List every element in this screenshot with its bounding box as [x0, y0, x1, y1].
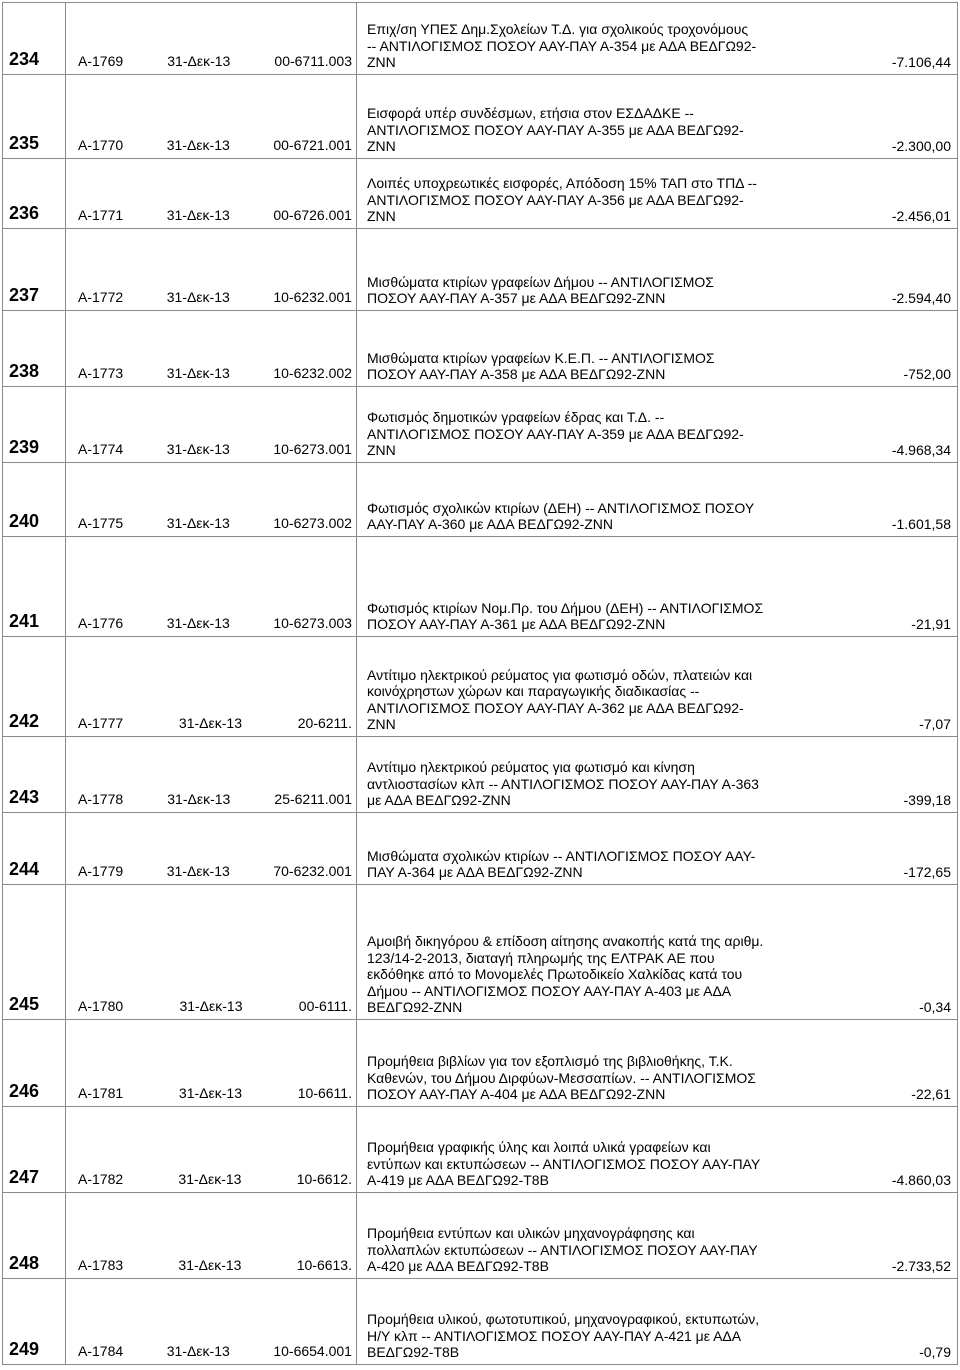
entry-number: 246 [3, 1020, 66, 1107]
entry-ref: Α-1773 [78, 365, 124, 381]
entry-date: 31-Δεκ-13 [179, 998, 243, 1014]
table-row [3, 75, 958, 159]
entry-date: 31-Δεκ-13 [167, 53, 231, 69]
entry-number: 239 [3, 387, 66, 463]
entry-date: 31-Δεκ-13 [178, 1085, 242, 1101]
table-row [3, 311, 958, 387]
entry-amount: -172,65 [903, 864, 951, 881]
entry-description: Προμήθεια βιβλίων για τον εξοπλισμό της βιβλιοθήκης, Τ.Κ. Καθενών, του Δήμου Διρφύων-Μεσσαπίων. -- ΑΝΤΙΛΟΓΙΣΜΟΣ ΠΟΣΟΥ ΑΑΥ-ΠΑΥ Α-404 με ΑΔΑ ΒΕΔΓΩ92-ΖΝΝ [367, 1053, 756, 1103]
table-row [3, 159, 958, 229]
entry-amount: -4.968,34 [891, 442, 951, 459]
entry-code: 00-6726.001 [273, 207, 352, 223]
entry-description: Επιχ/ση ΥΠΕΣ Δημ.Σχολείων Τ.Δ. για σχολικούς τροχονόμους -- ΑΝΤΙΛΟΓΙΣΜΟΣ ΠΟΣΟΥ ΑΑΥ-ΠΑΥ Α-354 με ΑΔΑ ΒΕΔΓΩ92- ΖΝΝ [367, 21, 757, 71]
entry-description: Φωτισμός σχολικών κτιρίων (ΔΕΗ) -- ΑΝΤΙΛΟΓΙΣΜΟΣ ΠΟΣΟΥ ΑΑΥ-ΠΑΥ Α-360 με ΑΔΑ ΒΕΔΓΩ92-ΖΝΝ [367, 499, 755, 533]
entry-description-cell [357, 885, 958, 1020]
entry-amount: -1.601,58 [891, 516, 951, 533]
entry-number: 247 [3, 1107, 66, 1193]
entry-number: 238 [3, 311, 66, 387]
entry-description: Αμοιβή δικηγόρου & επίδοση αίτησης ανακοπής κατά της αριθμ. 123/14-2-2013, διαταγή πληρωμής της ΕΛΤΡΑΚ ΑΕ που εκδόθηκε από το Μονομελές Πρωτοδικείο Χαλκίδας κατά του Δήμου -- ΑΝΤΙΛΟΓΙΣΜΟΣ ΠΟΣΟΥ ΑΑΥ-ΠΑΥ Α-403 με ΑΔΑ ΒΕΔΓΩ92-ΖΝΝ [367, 933, 764, 1016]
entry-number: 242 [3, 637, 66, 737]
entry-reference-cell [66, 737, 357, 813]
table-row [3, 387, 958, 463]
entry-number: 237 [3, 229, 66, 311]
entry-reference-cell [66, 885, 357, 1020]
entry-description-cell [357, 463, 958, 537]
entry-ref: Α-1780 [78, 998, 124, 1014]
entry-description-cell [357, 737, 958, 813]
entry-reference-cell [66, 75, 357, 159]
entry-ref: Α-1775 [78, 515, 124, 531]
entry-description: Φωτισμός δημοτικών γραφείων έδρας και Τ.Δ. -- ΑΝΤΙΛΟΓΙΣΜΟΣ ΠΟΣΟΥ ΑΑΥ-ΠΑΥ Α-359 με ΑΔΑ ΒΕΔΓΩ92- ΖΝΝ [367, 409, 744, 459]
entry-code: 00-6111. [298, 998, 352, 1014]
entry-description-cell [357, 311, 958, 387]
entry-code: 10-6654.001 [273, 1343, 352, 1359]
entry-description: Αντίτιμο ηλεκτρικού ρεύματος για φωτισμό οδών, πλατειών και κοινόχρηστων χώρων και παραγωγικής διαδικασίας -- ΑΝΤΙΛΟΓΙΣΜΟΣ ΠΟΣΟΥ ΑΑΥ-ΠΑΥ Α-362 με ΑΔΑ ΒΕΔΓΩ92- ΖΝΝ [367, 666, 753, 733]
entry-amount: -7.106,44 [891, 54, 951, 71]
entry-reference-cell [66, 463, 357, 537]
table-row [3, 1193, 958, 1279]
entry-date: 31-Δεκ-13 [178, 715, 242, 731]
entry-ref: Α-1771 [78, 207, 124, 223]
entry-amount: -399,18 [903, 792, 951, 809]
table-row [3, 1279, 958, 1365]
entry-code: 00-6721.001 [273, 137, 352, 153]
entry-ref: Α-1772 [78, 289, 124, 305]
entry-amount: -4.860,03 [891, 1172, 951, 1189]
entry-amount: -0,34 [919, 999, 951, 1016]
entry-date: 31-Δεκ-13 [167, 791, 231, 807]
entry-date: 31-Δεκ-13 [166, 365, 230, 381]
entry-description: Φωτισμός κτιρίων Νομ.Πρ. του Δήμου (ΔΕΗ) -- ΑΝΤΙΛΟΓΙΣΜΟΣ ΠΟΣΟΥ ΑΑΥ-ΠΑΥ Α-361 με ΑΔΑ ΒΕΔΓΩ92-ΖΝΝ [367, 599, 764, 633]
entry-description-cell [357, 537, 958, 637]
entry-description-cell [357, 1020, 958, 1107]
entry-reference-cell [66, 229, 357, 311]
entry-reference-cell [66, 537, 357, 637]
ledger-table [2, 2, 958, 1365]
entry-ref: Α-1776 [78, 615, 124, 631]
entry-code: 10-6232.001 [273, 289, 352, 305]
entry-date: 31-Δεκ-13 [166, 1343, 230, 1359]
entry-description: Προμήθεια υλικού, φωτοτυπικού, μηχανογραφικού, εκτυπωτών, Η/Υ κλπ -- ΑΝΤΙΛΟΓΙΣΜΟΣ ΠΟΣΟΥ ΑΑΥ-ΠΑΥ Α-421 με ΑΔΑ ΒΕΔΓΩ92-Τ8Β [367, 1311, 760, 1361]
entry-description-cell [357, 1107, 958, 1193]
entry-amount: -7,07 [919, 716, 951, 733]
entry-date: 31-Δεκ-13 [166, 515, 230, 531]
table-row [3, 463, 958, 537]
entry-ref: Α-1777 [78, 715, 124, 731]
entry-amount: -2.594,40 [891, 290, 951, 307]
entry-ref: Α-1784 [78, 1343, 124, 1359]
entry-code: 10-6613. [296, 1257, 352, 1273]
table-row [3, 637, 958, 737]
entry-date: 31-Δεκ-13 [166, 137, 230, 153]
entry-code: 70-6232.001 [273, 863, 352, 879]
entry-amount: -2.456,01 [891, 208, 951, 225]
entry-code: 20-6211. [297, 715, 352, 731]
entry-description: Αντίτιμο ηλεκτρικού ρεύματος για φωτισμό και κίνηση αντλιοστασίων κλπ -- ΑΝΤΙΛΟΓΙΣΜΟΣ ΠΟΣΟΥ ΑΑΥ-ΠΑΥ Α-363 με ΑΔΑ ΒΕΔΓΩ92-ΖΝΝ [367, 759, 759, 809]
entry-code: 10-6273.001 [273, 441, 352, 457]
entry-description: Μισθώματα κτιρίων γραφείων Κ.Ε.Π. -- ΑΝΤΙΛΟΓΙΣΜΟΣ ΠΟΣΟΥ ΑΑΥ-ΠΑΥ Α-358 με ΑΔΑ ΒΕΔΓΩ92-ΖΝΝ [367, 349, 715, 383]
entry-code: 00-6711.003 [274, 53, 352, 69]
entry-description-cell [357, 159, 958, 229]
table-row [3, 537, 958, 637]
entry-description-cell [357, 1279, 958, 1365]
entry-date: 31-Δεκ-13 [166, 289, 230, 305]
entry-number: 245 [3, 885, 66, 1020]
entry-reference-cell [66, 1020, 357, 1107]
table-row [3, 1107, 958, 1193]
entry-description-cell [357, 229, 958, 311]
entry-code: 10-6232.002 [273, 365, 352, 381]
table-row [3, 737, 958, 813]
entry-number: 243 [3, 737, 66, 813]
entry-reference-cell [66, 387, 357, 463]
entry-reference-cell [66, 1279, 357, 1365]
entry-description-cell [357, 637, 958, 737]
entry-description-cell [357, 387, 958, 463]
entry-date: 31-Δεκ-13 [166, 863, 230, 879]
entry-amount: -2.300,00 [891, 138, 951, 155]
entry-code: 10-6612. [296, 1171, 352, 1187]
entry-date: 31-Δεκ-13 [166, 441, 230, 457]
entry-amount: -21,91 [911, 616, 951, 633]
table-row [3, 885, 958, 1020]
entry-code: 10-6273.003 [273, 615, 352, 631]
entry-amount: -752,00 [903, 366, 951, 383]
entry-date: 31-Δεκ-13 [166, 615, 230, 631]
entry-number: 241 [3, 537, 66, 637]
entry-number: 244 [3, 813, 66, 885]
entry-reference-cell [66, 1107, 357, 1193]
table-row [3, 813, 958, 885]
entry-reference-cell [66, 1193, 357, 1279]
entry-reference-cell [66, 311, 357, 387]
entry-date: 31-Δεκ-13 [178, 1257, 242, 1273]
entry-number: 236 [3, 159, 66, 229]
entry-number: 234 [3, 3, 66, 75]
entry-description: Προμήθεια εντύπων και υλικών μηχανογράφησης και πολλαπλών εκτυπώσεων -- ΑΝΤΙΛΟΓΙΣΜΟΣ ΠΟΣΟΥ ΑΑΥ-ΠΑΥ Α-420 με ΑΔΑ ΒΕΔΓΩ92-Τ8Β [367, 1225, 758, 1275]
entry-reference-cell [66, 159, 357, 229]
table-row [3, 3, 958, 75]
entry-ref: Α-1781 [78, 1085, 124, 1101]
entry-amount: -0,79 [919, 1344, 951, 1361]
entry-code: 25-6211.001 [274, 791, 352, 807]
entry-description: Λοιπές υποχρεωτικές εισφορές, Απόδοση 15% ΤΑΠ στο ΤΠΔ -- ΑΝΤΙΛΟΓΙΣΜΟΣ ΠΟΣΟΥ ΑΑΥ-ΠΑΥ Α-356 με ΑΔΑ ΒΕΔΓΩ92- ΖΝΝ [367, 175, 757, 225]
entry-date: 31-Δεκ-13 [178, 1171, 242, 1187]
entry-reference-cell [66, 637, 357, 737]
entry-number: 240 [3, 463, 66, 537]
entry-ref: Α-1770 [78, 137, 124, 153]
entry-code: 10-6611. [297, 1085, 352, 1101]
entry-date: 31-Δεκ-13 [166, 207, 230, 223]
entry-description-cell [357, 813, 958, 885]
entry-description: Μισθώματα σχολικών κτιρίων -- ΑΝΤΙΛΟΓΙΣΜΟΣ ΠΟΣΟΥ ΑΑΥ- ΠΑΥ Α-364 με ΑΔΑ ΒΕΔΓΩ92-ΖΝΝ [367, 847, 756, 881]
entry-number: 235 [3, 75, 66, 159]
table-row [3, 1020, 958, 1107]
entry-description-cell [357, 75, 958, 159]
entry-description: Μισθώματα κτιρίων γραφείων Δήμου -- ΑΝΤΙΛΟΓΙΣΜΟΣ ΠΟΣΟΥ ΑΑΥ-ΠΑΥ Α-357 με ΑΔΑ ΒΕΔΓΩ92-ΖΝΝ [367, 273, 714, 307]
table-row [3, 229, 958, 311]
ledger-body [3, 3, 958, 1365]
entry-ref: Α-1769 [78, 53, 124, 69]
entry-description-cell [357, 3, 958, 75]
entry-number: 249 [3, 1279, 66, 1365]
entry-description: Εισφορά υπέρ συνδέσμων, ετήσια στον ΕΣΔΑΔΚΕ -- ΑΝΤΙΛΟΓΙΣΜΟΣ ΠΟΣΟΥ ΑΑΥ-ΠΑΥ Α-355 με ΑΔΑ ΒΕΔΓΩ92- ΖΝΝ [367, 105, 744, 155]
entry-code: 10-6273.002 [273, 515, 352, 531]
entry-reference-cell [66, 3, 357, 75]
entry-description-cell [357, 1193, 958, 1279]
entry-description: Προμήθεια γραφικής ύλης και λοιπά υλικά γραφείων και εντύπων και εκτυπώσεων -- ΑΝΤΙΛΟΓΙΣΜΟΣ ΠΟΣΟΥ ΑΑΥ-ΠΑΥ Α-419 με ΑΔΑ ΒΕΔΓΩ92-Τ8Β [367, 1139, 761, 1189]
entry-ref: Α-1779 [78, 863, 124, 879]
entry-amount: -22,61 [911, 1086, 951, 1103]
entry-amount: -2.733,52 [891, 1258, 951, 1275]
entry-ref: Α-1783 [78, 1257, 124, 1273]
entry-reference-cell [66, 813, 357, 885]
entry-ref: Α-1778 [78, 791, 124, 807]
entry-ref: Α-1782 [78, 1171, 124, 1187]
entry-number: 248 [3, 1193, 66, 1279]
entry-ref: Α-1774 [78, 441, 124, 457]
